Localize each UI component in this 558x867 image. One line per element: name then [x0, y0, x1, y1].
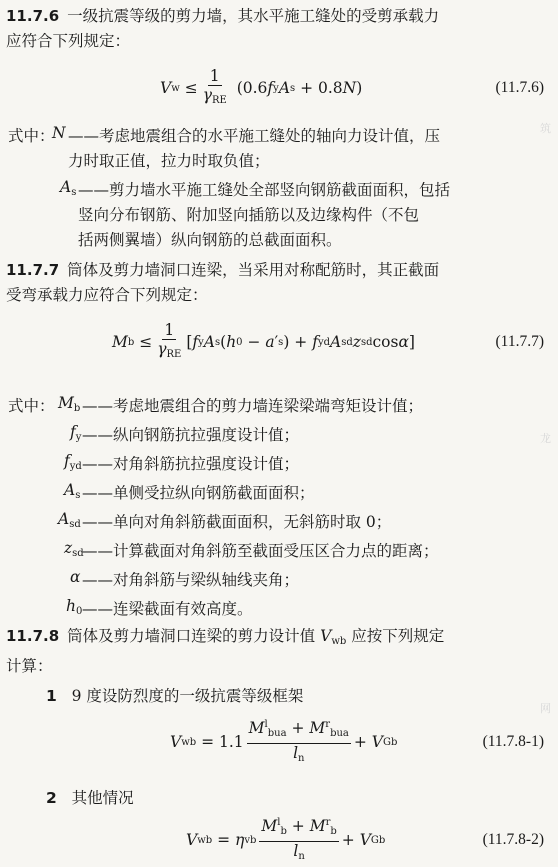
clause-text: 筒体及剪力墙洞口连梁的剪力设计值 [67, 627, 316, 645]
where-label: 式中： [8, 397, 55, 415]
symbol-Asd: $A_{sd}$ [58, 510, 81, 530]
clause-text-cont: 受弯承载力应符合下列规定： [6, 286, 208, 304]
clause-number: 11.7.7 [6, 261, 60, 279]
equation-11-7-7 [0, 320, 558, 364]
equation-11-7-8-1 [0, 720, 558, 764]
list-item-text: 9 度设防烈度的一级抗震等级框架 [71, 687, 304, 705]
clause-number: 11.7.6 [6, 7, 60, 25]
watermark-char: 筑 [540, 122, 551, 135]
symbol-zsd: $z_{sd}$ [64, 539, 84, 559]
desc-As: ——单侧受拉纵向钢筋截面面积； [82, 484, 315, 502]
clause-number: 11.7.8 [6, 627, 60, 645]
formula: V wb = η vb $\frac{M^l_b + M^r_b}{l_n}$ + V Gb [186, 814, 385, 866]
desc-N: ——考虑地震组合的水平施工缝处的轴向力设计值，压 [68, 127, 441, 145]
symbol-As: $A_s$ [64, 481, 81, 501]
clause-text: 一级抗震等级的剪力墙，其水平施工缝处的受剪承载力 [67, 7, 440, 25]
equation-number: (11.7.8-1) [482, 733, 544, 750]
symbol-Mb: $M_b$ [58, 394, 81, 414]
list-item-1 [46, 684, 303, 709]
formula: V w ≤ $\frac{1}{\gamma_{RE}}$ (0.6 f y A s + 0.8 N ) [160, 66, 363, 106]
watermark-char: 网 [540, 702, 551, 715]
clause-text-cont: 计算： [6, 657, 53, 675]
desc-N-cont: 力时取正值，拉力时取负值； [68, 152, 270, 170]
desc-Asd: ——单向对角斜筋截面面积，无斜筋时取 0； [82, 513, 392, 531]
desc-Mb: ——考虑地震组合的剪力墙连梁梁端弯矩设计值； [82, 397, 424, 415]
equation-number: (11.7.8-2) [482, 831, 544, 848]
clause-text: 筒体及剪力墙洞口连梁，当采用对称配筋时，其正截面 [67, 261, 440, 279]
formula: V wb = 1.1 $\frac{M^l_{bua} + M^r_{bua}}{l_n}$ + V Gb [170, 716, 397, 768]
list-item-text: 其他情况 [71, 789, 134, 807]
desc-As-cont2: 括两侧翼墙）纵向钢筋的总截面面积。 [78, 231, 342, 249]
clause-11-7-6 [6, 4, 552, 54]
symbol-N: N [52, 124, 66, 142]
clause-11-7-7 [6, 258, 552, 308]
desc-zsd: ——计算截面对角斜筋至截面受压区合力点的距离； [82, 542, 439, 560]
list-item-number: 1 [46, 687, 57, 705]
clause-text-b: 应按下列规定 [351, 627, 445, 645]
desc-fy: ——纵向钢筋抗拉强度设计值； [82, 426, 300, 444]
desc-fyd: ——对角斜筋抗拉强度设计值； [82, 455, 300, 473]
symbol-fy: $f_y$ [70, 423, 82, 443]
symbol-fyd: $f_{yd}$ [64, 452, 82, 472]
desc-alpha: ——对角斜筋与梁纵轴线夹角； [82, 571, 300, 589]
watermark-char: 龙 [540, 432, 551, 445]
desc-As-cont1: 竖向分布钢筋、附加竖向插筋以及边缘构件（不包 [78, 206, 420, 224]
where-label: 式中： [8, 127, 55, 145]
desc-As: ——剪力墙水平施工缝处全部竖向钢筋截面面积，包括 [78, 181, 451, 199]
list-item-number: 2 [46, 789, 57, 807]
symbol-h0: $h_0$ [66, 597, 83, 617]
symbol-As: $A_s$ [60, 178, 77, 198]
clause-text-cont: 应符合下列规定： [6, 32, 131, 50]
formula: M b ≤ $\frac{1}{\gamma_{RE}}$ [ f y A s ( h 0 − a ′ s ) + f yd A sd z sd cos α ] [112, 320, 415, 360]
clause-11-7-8: 11.7.8 筒体及剪力墙洞口连梁的剪力设计值 $V_{wb}$ 应按下列规定 计算： [6, 624, 552, 679]
symbol-alpha: α [70, 568, 81, 586]
equation-number: (11.7.6) [495, 79, 544, 96]
equation-11-7-6 [0, 66, 558, 110]
desc-h0: ——连梁截面有效高度。 [82, 600, 253, 618]
equation-11-7-8-2 [0, 818, 558, 862]
equation-number: (11.7.7) [495, 333, 544, 350]
list-item-2 [46, 786, 134, 811]
